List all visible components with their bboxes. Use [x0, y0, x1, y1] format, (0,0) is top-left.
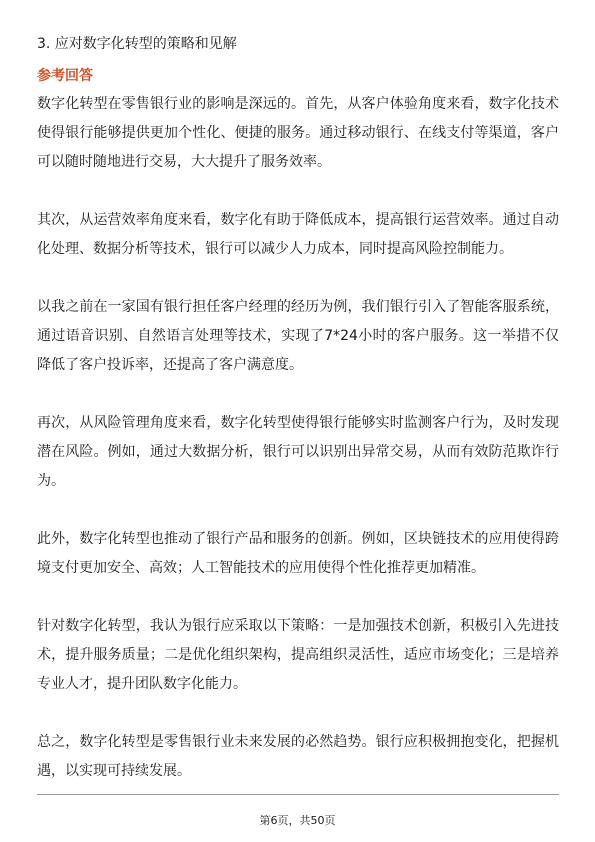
- answer-paragraph: 针对数字化转型，我认为银行应采取以下策略：一是加强技术创新，积极引入先进技术，提升服务质量；二是优化组织架构，提高组织灵活性，适应市场变化；三是培养专业人才，提升团队数字化能力。: [37, 618, 559, 692]
- answer-paragraph: 再次，从风险管理角度来看，数字化转型使得银行能够实时监测客户行为，及时发现潜在风险。例如，通过大数据分析，银行可以识别出异常交易，从而有效防范欺诈行为。: [37, 415, 559, 489]
- question-title: 3. 应对数字化转型的策略和见解: [37, 36, 237, 52]
- answer-paragraph: 数字化转型在零售银行业的影响是深远的。首先，从客户体验角度来看，数字化技术使得银行能够提供更加个性化、便捷的服务。通过移动银行、在线支付等渠道，客户可以随时随地进行交易，大大提升了服务效率。: [37, 96, 559, 170]
- answer-paragraph: 其次，从运营效率角度来看，数字化有助于降低成本，提高银行运营效率。通过自动化处理、数据分析等技术，银行可以减少人力成本，同时提高风险控制能力。: [37, 212, 559, 257]
- page-number: 第6页，共50页: [259, 814, 336, 827]
- answer-label: 参考回答: [37, 68, 93, 84]
- answer-body: [37, 90, 559, 815]
- answer-paragraph: 总之，数字化转型是零售银行业未来发展的必然趋势。银行应积极拥抱变化，把握机遇，以实现可持续发展。: [37, 734, 559, 779]
- answer-paragraph: 此外，数字化转型也推动了银行产品和服务的创新。例如，区块链技术的应用使得跨境支付更加安全、高效；人工智能技术的应用使得个性化推荐更加精准。: [37, 531, 559, 576]
- answer-paragraph: 以我之前在一家国有银行担任客户经理的经历为例，我们银行引入了智能客服系统，通过语音识别、自然语言处理等技术，实现了7*24小时的客户服务。这一举措不仅降低了客户投诉率，还提高了客户满意度。: [37, 299, 559, 373]
- footer-divider: [37, 794, 559, 795]
